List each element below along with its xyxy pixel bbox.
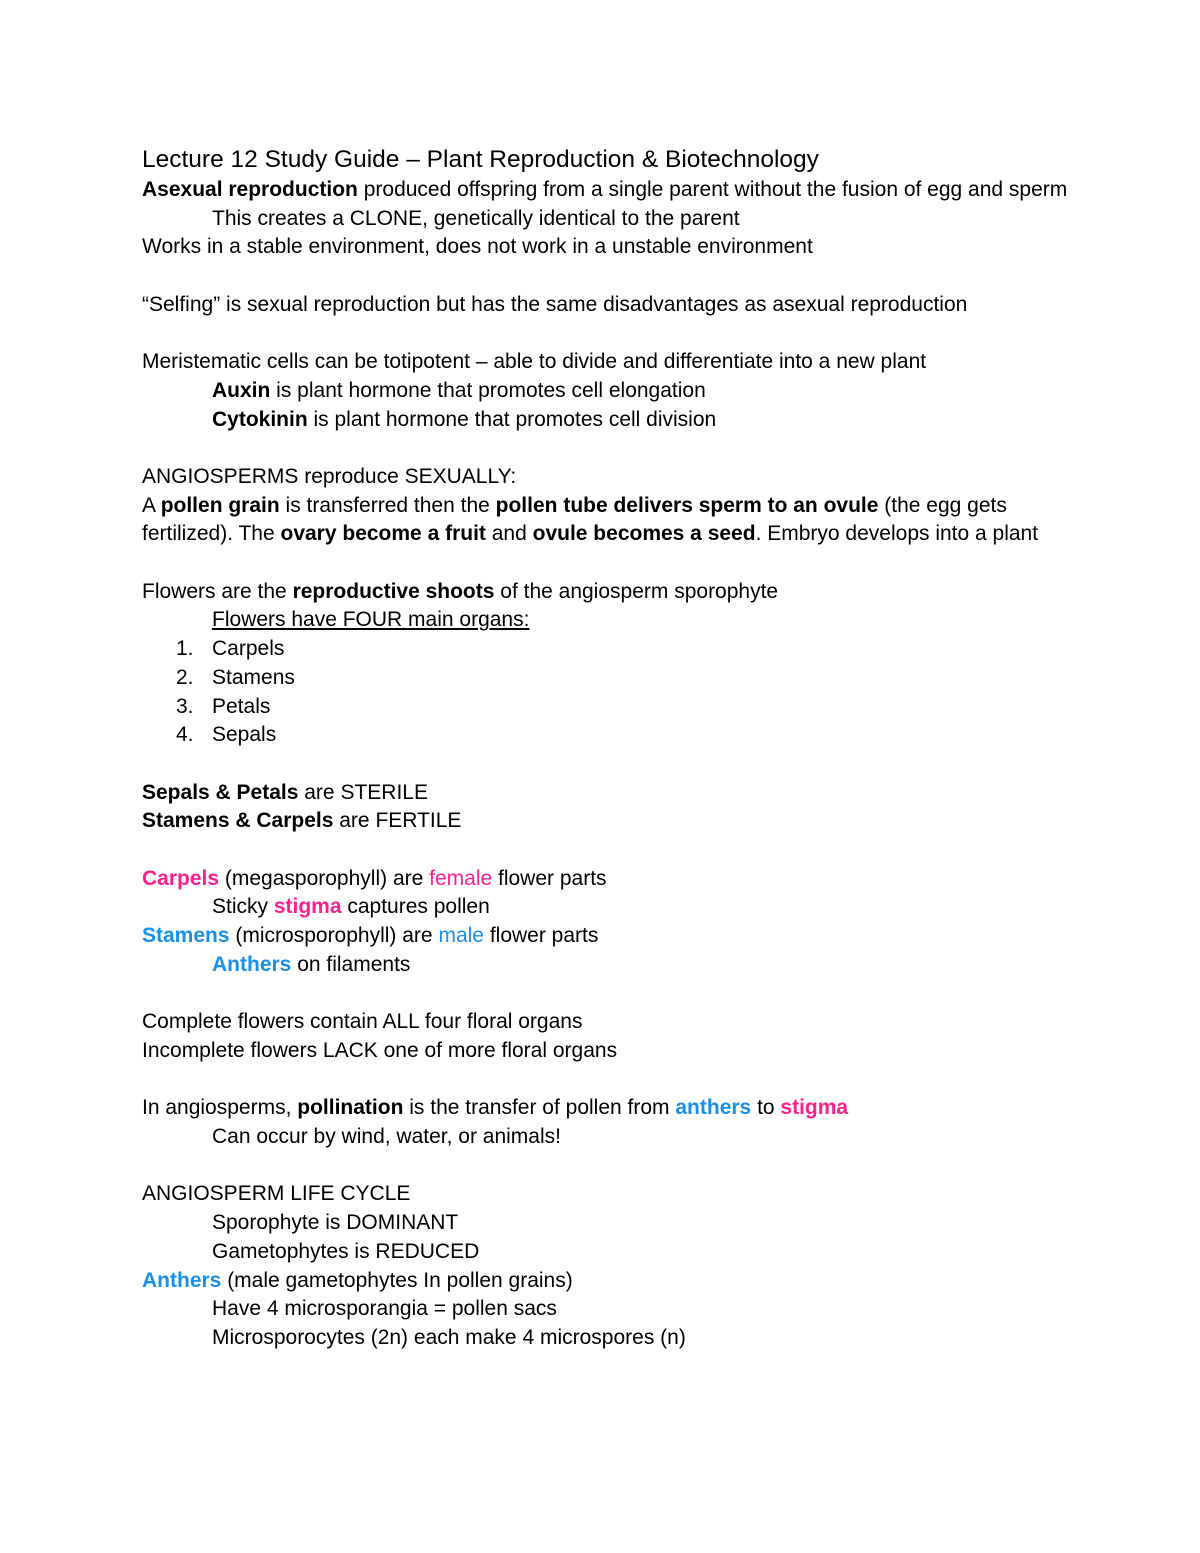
spacer [142, 980, 1072, 1009]
asexual-term: Asexual reproduction [142, 178, 358, 201]
flowers-bold: reproductive shoots [292, 579, 495, 603]
stamens-text: flower parts [483, 924, 599, 948]
incomplete-line: Incomplete flowers LACK one of more floral organs [142, 1038, 618, 1062]
female-word: female [429, 866, 493, 890]
cytokinin-term: Cytokinin [212, 407, 308, 431]
angio-bold: pollen tube delivers sperm to an ovule [495, 493, 879, 517]
flowers-line [142, 578, 1072, 607]
angio-text: . Embryo develops into a plant [755, 522, 1039, 546]
organ-label: Sepals [212, 723, 277, 747]
organ-list-item [142, 635, 1072, 664]
stamens-line [142, 922, 1072, 951]
stigma-term: stigma [273, 895, 342, 919]
pollination-line [142, 1094, 1072, 1123]
anthers-text: (male gametophytes In pollen grains) [221, 1268, 573, 1292]
stigma-word: stigma [780, 1096, 849, 1120]
organ-list-item [142, 693, 1072, 722]
cytokinin-line [142, 406, 1072, 435]
pollination-occur-line: Can occur by wind, water, or animals! [212, 1125, 561, 1149]
stigma-line [142, 893, 1072, 922]
spacer [142, 1152, 1072, 1181]
auxin-term: Auxin [212, 378, 271, 402]
anthers-term: Anthers [212, 952, 292, 976]
organ-label: Stamens [212, 665, 295, 689]
organ-label: Petals [212, 694, 271, 718]
pollination-term: pollination [297, 1096, 404, 1120]
sterile-term: Sepals & Petals [142, 780, 299, 804]
fertile-text: are FERTILE [333, 809, 462, 833]
auxin-line [142, 377, 1072, 406]
angio-heading: ANGIOSPERMS reproduce SEXUALLY: [142, 464, 517, 488]
angio-paragraph [142, 492, 1072, 549]
list-number: 1. [176, 637, 194, 661]
asexual-text: produced offspring from a single parent without the fusion of egg and sperm [357, 178, 1068, 201]
lifecycle-anthers-line [142, 1267, 1072, 1296]
pollination-text: is the transfer of pollen from [403, 1096, 676, 1120]
list-number: 4. [176, 723, 194, 747]
angio-bold: ovary become a fruit [280, 522, 486, 546]
pollination-text: In angiosperms, [142, 1096, 298, 1120]
gametophyte-line: Gametophytes is REDUCED [212, 1239, 480, 1263]
sporophyte-line: Sporophyte is DOMINANT [212, 1211, 459, 1235]
spacer [142, 1066, 1072, 1095]
spacer [142, 549, 1072, 578]
carpels-text: flower parts [492, 866, 607, 890]
fertile-term: Stamens & Carpels [142, 809, 334, 833]
sterile-text: are STERILE [298, 780, 428, 804]
stamens-term: Stamens [142, 924, 230, 948]
organ-list-item [142, 721, 1072, 750]
angio-bold: ovule becomes a seed [532, 522, 756, 546]
spacer [142, 836, 1072, 865]
microsporangia-line: Have 4 microsporangia = pollen sacs [212, 1297, 557, 1321]
list-number: 3. [176, 694, 194, 718]
auxin-text: is plant hormone that promotes cell elongation [270, 378, 706, 402]
lifecycle-heading: ANGIOSPERM LIFE CYCLE [142, 1182, 411, 1206]
anthers-line [142, 951, 1072, 980]
anthers-term: Anthers [142, 1268, 222, 1292]
organs-heading-text: Flowers have FOUR main organs: [212, 608, 530, 632]
male-word: male [438, 924, 484, 948]
stamens-text: (microsporophyll) are [229, 924, 439, 948]
list-number: 2. [176, 665, 194, 689]
spacer [142, 320, 1072, 349]
carpels-term: Carpels [142, 866, 220, 890]
organs-heading [142, 606, 1072, 635]
asexual-definition [142, 176, 1072, 205]
angio-text: is transferred then the [279, 493, 496, 517]
anthers-word: anthers [675, 1096, 752, 1120]
selfing-line: “Selfing” is sexual reproduction but has the same disadvantages as asexual reproduction [142, 292, 968, 316]
environment-line: Works in a stable environment, does not work in a unstable environment [142, 235, 813, 259]
stigma-text: captures pollen [341, 895, 490, 919]
angio-text: (the egg gets fertilized). The [142, 493, 1007, 546]
angio-text: A [142, 493, 161, 517]
sterile-line [142, 779, 1072, 808]
organ-label: Carpels [212, 637, 285, 661]
document-title: Lecture 12 Study Guide – Plant Reproduction & Biotechnology [142, 146, 819, 173]
spacer [142, 434, 1072, 463]
flowers-text: of the angiosperm sporophyte [494, 579, 779, 603]
carpels-line [142, 865, 1072, 894]
complete-line: Complete flowers contain ALL four floral organs [142, 1010, 583, 1034]
spacer [142, 750, 1072, 779]
flowers-text: Flowers are the [142, 579, 293, 603]
microsporocytes-line: Microsporocytes (2n) each make 4 microspores (n) [212, 1325, 686, 1349]
spacer [142, 262, 1072, 291]
anthers-text: on filaments [291, 952, 411, 976]
cytokinin-text: is plant hormone that promotes cell division [307, 407, 717, 431]
carpels-text: (megasporophyll) are [219, 866, 430, 890]
clone-line: This creates a CLONE, genetically identical to the parent [212, 206, 740, 230]
stigma-text: Sticky [212, 895, 274, 919]
document-page [142, 143, 1072, 1353]
pollination-text: to [751, 1096, 781, 1120]
meristem-line: Meristematic cells can be totipotent – able to divide and differentiate into a new plant [142, 350, 927, 374]
angio-text: and [485, 522, 533, 546]
organ-list-item [142, 664, 1072, 693]
angio-bold: pollen grain [160, 493, 280, 517]
fertile-line [142, 807, 1072, 836]
